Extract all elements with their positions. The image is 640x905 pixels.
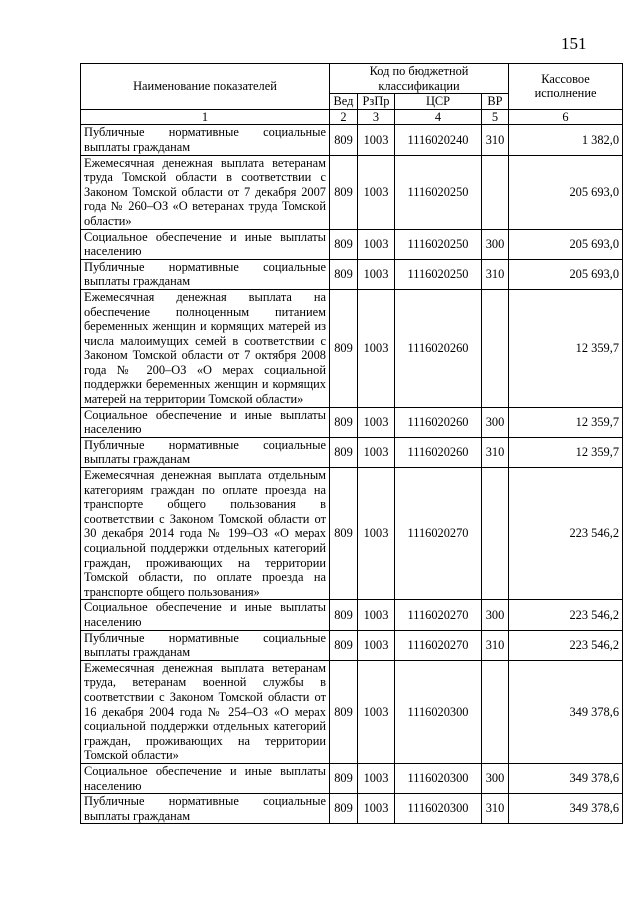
row-csr: 1116020260 xyxy=(395,289,482,407)
table-row xyxy=(81,155,623,229)
row-csr: 1116020250 xyxy=(395,155,482,229)
column-number: 3 xyxy=(358,109,395,125)
table-row xyxy=(81,468,623,600)
row-ved: 809 xyxy=(330,794,358,824)
row-amount: 349 378,6 xyxy=(509,660,623,763)
row-rzpr: 1003 xyxy=(358,437,395,467)
row-amount: 349 378,6 xyxy=(509,794,623,824)
row-vr: 310 xyxy=(482,125,509,155)
column-number: 4 xyxy=(395,109,482,125)
header-csr: ЦСР xyxy=(395,94,482,110)
row-amount: 349 378,6 xyxy=(509,763,623,793)
row-vr: 310 xyxy=(482,437,509,467)
row-amount: 223 546,2 xyxy=(509,600,623,630)
row-name: Ежемесячная денежная выплата ветеранам труда Томской области в соответствии с Законом Томской области от 7 декабря 2007 года № 260–ОЗ «О ветеранах труда Томской области» xyxy=(81,155,330,229)
row-vr: 300 xyxy=(482,600,509,630)
row-name: Ежемесячная денежная выплата ветеранам труда, ветеранам военной службы в соответствии с Законом Томской области от 16 декабря 2004 года № 254–ОЗ «О мерах социальной поддержки отдельных категорий граждан, проживающих на территории Томской области» xyxy=(81,660,330,763)
row-ved: 809 xyxy=(330,289,358,407)
row-ved: 809 xyxy=(330,600,358,630)
table-row xyxy=(81,259,623,289)
table-row xyxy=(81,630,623,660)
header-code-group: Код по бюджетной классификации xyxy=(330,64,509,94)
table-row xyxy=(81,437,623,467)
row-csr: 1116020300 xyxy=(395,794,482,824)
row-amount: 12 359,7 xyxy=(509,407,623,437)
table-row xyxy=(81,600,623,630)
row-vr: 310 xyxy=(482,630,509,660)
row-name: Социальное обеспечение и иные выплаты населению xyxy=(81,407,330,437)
row-amount: 12 359,7 xyxy=(509,437,623,467)
row-name: Ежемесячная денежная выплата на обеспечение полноценным питанием беременных женщин и кормящих матерей из числа малоимущих семей в соответствии с Законом Томской области от 7 октября 2008 года № 200–ОЗ «О мерах социальной поддержки беременных женщин и кормящих матерей на территории Томской области» xyxy=(81,289,330,407)
header-ved: Вед xyxy=(330,94,358,110)
row-rzpr: 1003 xyxy=(358,229,395,259)
header-name: Наименование показателей xyxy=(81,64,330,110)
row-amount: 205 693,0 xyxy=(509,229,623,259)
row-ved: 809 xyxy=(330,229,358,259)
table-row xyxy=(81,407,623,437)
row-ved: 809 xyxy=(330,763,358,793)
page-number: 151 xyxy=(561,34,587,53)
row-vr xyxy=(482,468,509,600)
row-ved: 809 xyxy=(330,407,358,437)
table-row xyxy=(81,229,623,259)
table-row xyxy=(81,763,623,793)
column-number: 6 xyxy=(509,109,623,125)
row-ved: 809 xyxy=(330,630,358,660)
row-rzpr: 1003 xyxy=(358,125,395,155)
row-rzpr: 1003 xyxy=(358,407,395,437)
row-name: Социальное обеспечение и иные выплаты населению xyxy=(81,763,330,793)
row-amount: 1 382,0 xyxy=(509,125,623,155)
row-ved: 809 xyxy=(330,468,358,600)
column-number: 2 xyxy=(330,109,358,125)
row-csr: 1116020260 xyxy=(395,437,482,467)
row-amount: 205 693,0 xyxy=(509,259,623,289)
row-csr: 1116020260 xyxy=(395,407,482,437)
table-row xyxy=(81,660,623,763)
row-csr: 1116020300 xyxy=(395,660,482,763)
row-ved: 809 xyxy=(330,259,358,289)
row-amount: 205 693,0 xyxy=(509,155,623,229)
row-name: Публичные нормативные социальные выплаты гражданам xyxy=(81,125,330,155)
row-rzpr: 1003 xyxy=(358,600,395,630)
row-rzpr: 1003 xyxy=(358,289,395,407)
row-vr: 310 xyxy=(482,794,509,824)
row-ved: 809 xyxy=(330,660,358,763)
row-name: Публичные нормативные социальные выплаты гражданам xyxy=(81,259,330,289)
row-amount: 12 359,7 xyxy=(509,289,623,407)
row-csr: 1116020270 xyxy=(395,600,482,630)
row-csr: 1116020300 xyxy=(395,763,482,793)
row-name: Публичные нормативные социальные выплаты гражданам xyxy=(81,630,330,660)
row-rzpr: 1003 xyxy=(358,763,395,793)
row-rzpr: 1003 xyxy=(358,630,395,660)
row-rzpr: 1003 xyxy=(358,155,395,229)
row-csr: 1116020250 xyxy=(395,259,482,289)
row-ved: 809 xyxy=(330,155,358,229)
header-rzpr: РзПр xyxy=(358,94,395,110)
row-amount: 223 546,2 xyxy=(509,630,623,660)
row-vr xyxy=(482,660,509,763)
row-rzpr: 1003 xyxy=(358,468,395,600)
row-amount: 223 546,2 xyxy=(509,468,623,600)
header-vr: ВР xyxy=(482,94,509,110)
row-vr: 300 xyxy=(482,229,509,259)
row-name: Социальное обеспечение и иные выплаты населению xyxy=(81,229,330,259)
row-vr: 300 xyxy=(482,407,509,437)
row-csr: 1116020270 xyxy=(395,630,482,660)
header-execution-line1: Кассовое xyxy=(541,71,590,86)
row-ved: 809 xyxy=(330,125,358,155)
row-rzpr: 1003 xyxy=(358,660,395,763)
row-vr xyxy=(482,289,509,407)
column-number: 1 xyxy=(81,109,330,125)
row-name: Публичные нормативные социальные выплаты гражданам xyxy=(81,794,330,824)
row-rzpr: 1003 xyxy=(358,259,395,289)
row-csr: 1116020250 xyxy=(395,229,482,259)
header-execution xyxy=(509,64,623,110)
row-ved: 809 xyxy=(330,437,358,467)
table-row xyxy=(81,125,623,155)
budget-table xyxy=(80,63,623,824)
header-execution-line2: исполнение xyxy=(534,86,597,101)
table-row xyxy=(81,794,623,824)
row-name: Социальное обеспечение и иные выплаты населению xyxy=(81,600,330,630)
row-vr: 300 xyxy=(482,763,509,793)
table-row xyxy=(81,289,623,407)
row-csr: 1116020240 xyxy=(395,125,482,155)
row-rzpr: 1003 xyxy=(358,794,395,824)
column-number: 5 xyxy=(482,109,509,125)
row-name: Ежемесячная денежная выплата отдельным категориям граждан по оплате проезда на транспорте общего пользования в соответствии с Законом Томской области от 30 декабря 2014 года № 199–ОЗ «О мерах социальной поддержки отдельных категорий граждан, проживающих на территории Томской области, по оплате проезда на транспорте общего пользования» xyxy=(81,468,330,600)
row-vr xyxy=(482,155,509,229)
row-name: Публичные нормативные социальные выплаты гражданам xyxy=(81,437,330,467)
row-vr: 310 xyxy=(482,259,509,289)
row-csr: 1116020270 xyxy=(395,468,482,600)
